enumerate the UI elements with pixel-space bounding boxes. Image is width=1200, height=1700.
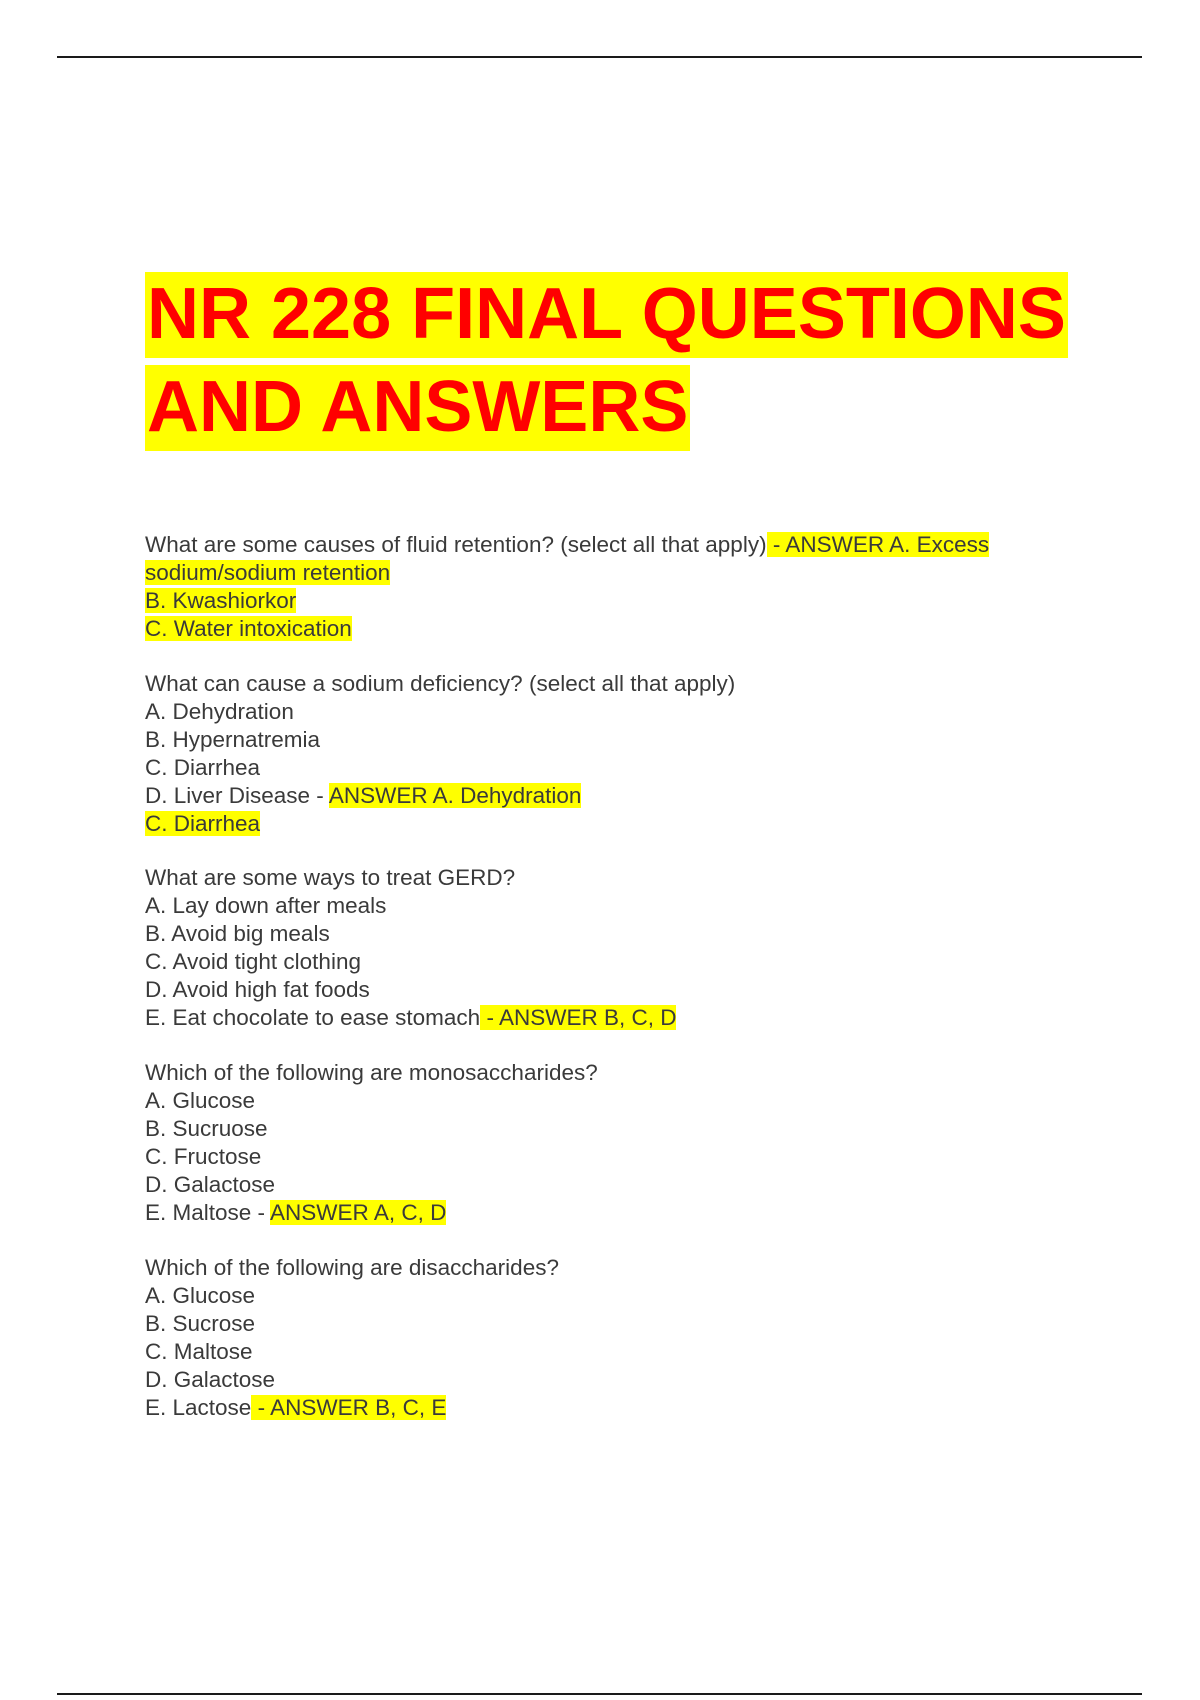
question-block-2	[145, 670, 1105, 838]
question-block-4	[145, 1059, 1105, 1227]
option-answer-line	[145, 1394, 1105, 1422]
page-top-rule	[57, 56, 1142, 58]
question-block-5	[145, 1254, 1105, 1422]
option-item: D. Liver Disease -	[145, 783, 329, 808]
option-item: C. Avoid tight clothing	[145, 949, 361, 974]
option-item: D. Galactose	[145, 1367, 276, 1392]
document-title	[145, 268, 1105, 454]
answer-text: C. Water intoxication	[145, 616, 352, 641]
question-text: Which of the following are monosaccharides?	[145, 1060, 598, 1085]
option-item: A. Dehydration	[145, 699, 294, 724]
answer-text: ANSWER A. Excess	[785, 532, 990, 557]
option-item: B. Avoid big meals	[145, 921, 330, 946]
answer-line	[145, 587, 1105, 615]
answer-text: ANSWER A. Dehydration	[328, 783, 582, 808]
answer-line	[145, 615, 1105, 643]
option-item: D. Avoid high fat foods	[145, 977, 370, 1002]
option-item: B. Hypernatremia	[145, 727, 321, 752]
option-item: B. Sucrose	[145, 1311, 256, 1336]
option-item: E. Eat chocolate to ease stomach	[145, 1005, 481, 1030]
title-line-2: AND ANSWERS	[145, 361, 1105, 454]
option-answer-line	[145, 1004, 1105, 1032]
question-text: Which of the following are disaccharides?	[145, 1255, 559, 1280]
option-item: B. Sucruose	[145, 1116, 268, 1141]
answer-text: C. Diarrhea	[145, 811, 261, 836]
answer-text: - ANSWER B, C, D	[480, 1005, 677, 1030]
option-item: C. Maltose	[145, 1339, 253, 1364]
question-line	[145, 531, 1105, 559]
question-text: What can cause a sodium deficiency? (select all that apply)	[145, 671, 736, 696]
option-item: D. Galactose	[145, 1172, 276, 1197]
question-block-3	[145, 864, 1105, 1032]
answer-text: sodium/sodium retention	[145, 560, 391, 585]
answer-text: B. Kwashiorkor	[145, 588, 297, 613]
question-block-1	[145, 531, 1105, 643]
answer-line	[145, 559, 1105, 587]
option-item: A. Glucose	[145, 1088, 256, 1113]
option-item: E. Lactose	[145, 1395, 252, 1420]
option-item: E. Maltose -	[145, 1200, 271, 1225]
page-bottom-rule	[57, 1693, 1142, 1695]
answer-separator: -	[766, 532, 786, 557]
option-answer-line	[145, 1199, 1105, 1227]
question-text: What are some causes of fluid retention? (select all that apply)	[145, 532, 767, 557]
option-item: A. Lay down after meals	[145, 893, 387, 918]
answer-text: ANSWER A, C, D	[270, 1200, 447, 1225]
option-item: A. Glucose	[145, 1283, 256, 1308]
option-answer-line	[145, 782, 1105, 810]
answer-text: - ANSWER B, C, E	[251, 1395, 447, 1420]
question-text: What are some ways to treat GERD?	[145, 865, 516, 890]
title-line-1: NR 228 FINAL QUESTIONS	[145, 268, 1105, 361]
answer-line	[145, 810, 1105, 838]
option-item: C. Fructose	[145, 1144, 262, 1169]
option-item: C. Diarrhea	[145, 755, 261, 780]
